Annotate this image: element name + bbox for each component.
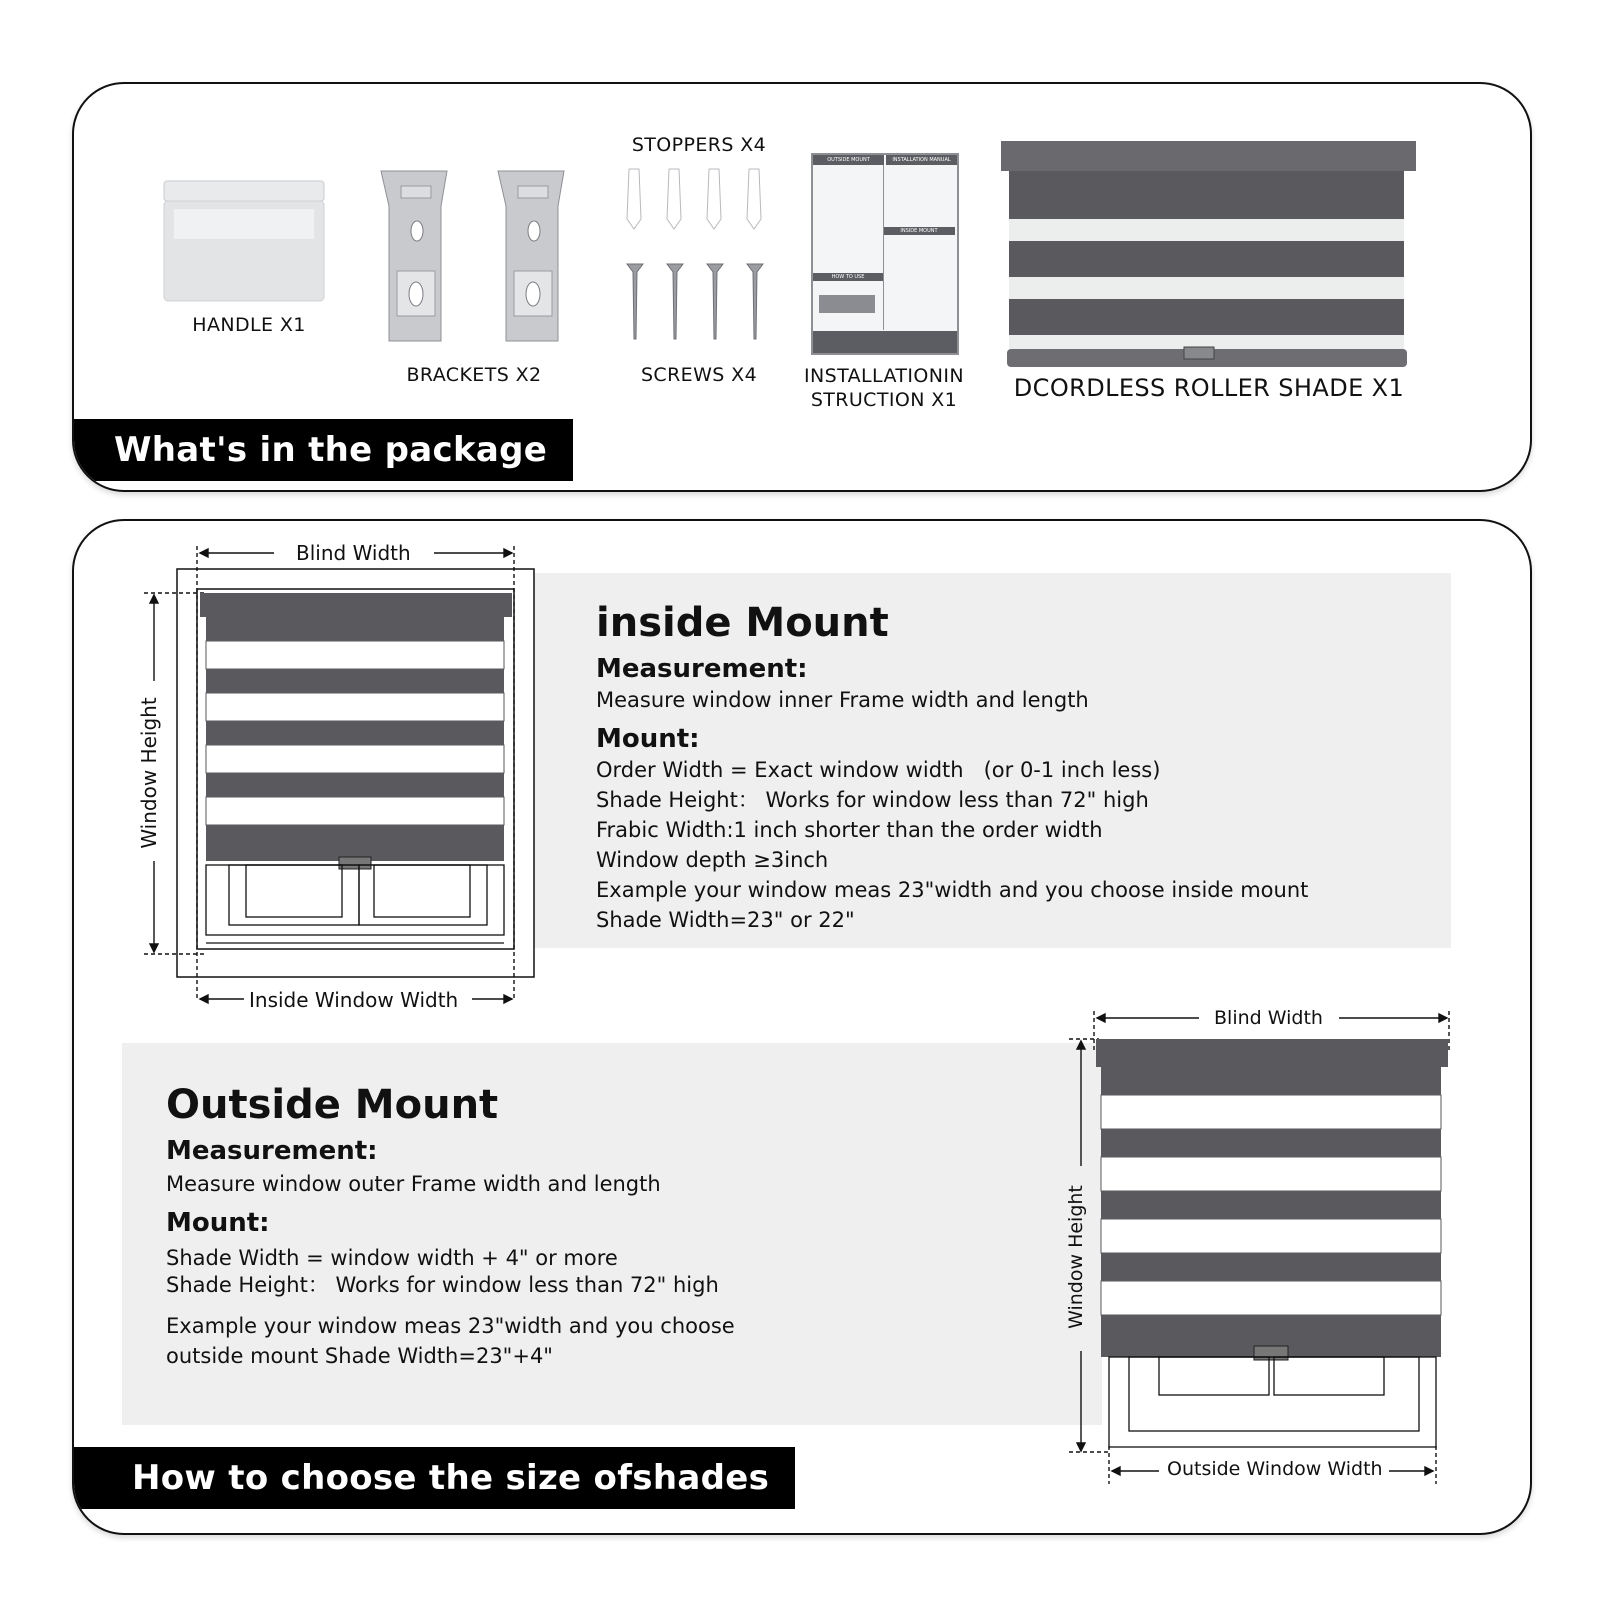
bracket-image — [496, 166, 566, 346]
inside-window-height-label: Window Height — [137, 697, 161, 849]
outside-mount-title: Outside Mount — [166, 1082, 499, 1128]
inside-mount-title: inside Mount — [596, 600, 889, 646]
inside-line: Frabic Width:1 inch shorter than the order width — [596, 818, 1103, 842]
outside-mount-diagram — [1059, 1006, 1479, 1506]
screws-label: SCREWS X4 — [640, 364, 758, 386]
size-guide-title-tag: How to choose the size ofshades — [74, 1447, 795, 1509]
outside-blind-width-label: Blind Width — [1214, 1007, 1323, 1029]
outside-mount-text — [166, 1081, 1066, 1371]
outside-window-width-label: Outside Window Width — [1167, 1458, 1383, 1480]
handle-image — [159, 179, 334, 304]
bracket-image — [379, 166, 449, 346]
brackets-label: BRACKETS X2 — [406, 364, 542, 386]
outside-mount-heading: Mount: — [166, 1208, 270, 1238]
roller-shade-image — [999, 139, 1419, 374]
inside-mount-heading: Mount: — [596, 724, 700, 754]
package-title-tag: What's in the package — [74, 419, 573, 481]
outside-line: Shade Width = window width + 4" or more — [166, 1246, 618, 1270]
inside-line: Shade Width=23" or 22" — [596, 908, 855, 932]
inside-blind-width-label: Blind Width — [296, 541, 411, 565]
inside-line: Example your window meas 23"width and you choose inside mount — [596, 878, 1309, 902]
size-panel — [72, 519, 1532, 1535]
inside-line: Shade Height： Works for window less than 72" high — [596, 788, 1149, 812]
instruction-label: INSTALLATIONIN STRUCTION X1 — [804, 365, 964, 411]
stoppers-screws-image — [619, 164, 779, 344]
inside-mount-text — [596, 599, 1436, 935]
stoppers-label: STOPPERS X4 — [631, 134, 767, 156]
outside-measurement-heading: Measurement: — [166, 1136, 378, 1166]
inside-mount-diagram — [134, 541, 544, 1021]
inside-line: Order Width = Exact window width (or 0-1 inch less) — [596, 758, 1161, 782]
outside-example-line: Example your window meas 23"width and you choose — [166, 1314, 735, 1338]
instruction-manual-image: OUTSIDE MOUNT INSTALLATION MANUAL INSIDE MOUNT HOW TO USE — [811, 153, 959, 355]
outside-example-line: outside mount Shade Width=23"+4" — [166, 1344, 553, 1368]
inside-measurement-text: Measure window inner Frame width and length — [596, 688, 1089, 712]
inside-line: Window depth ≥3inch — [596, 848, 829, 872]
inside-window-width-label: Inside Window Width — [249, 988, 459, 1012]
handle-label: HANDLE X1 — [192, 314, 306, 336]
outside-measurement-text: Measure window outer Frame width and length — [166, 1172, 661, 1196]
inside-measurement-heading: Measurement: — [596, 654, 808, 684]
package-panel — [72, 82, 1532, 492]
outside-line: Shade Height： Works for window less than 72" high — [166, 1273, 719, 1297]
outside-window-height-label: Window Height — [1065, 1185, 1087, 1329]
shade-label: DCORDLESS ROLLER SHADE X1 — [1013, 374, 1405, 402]
